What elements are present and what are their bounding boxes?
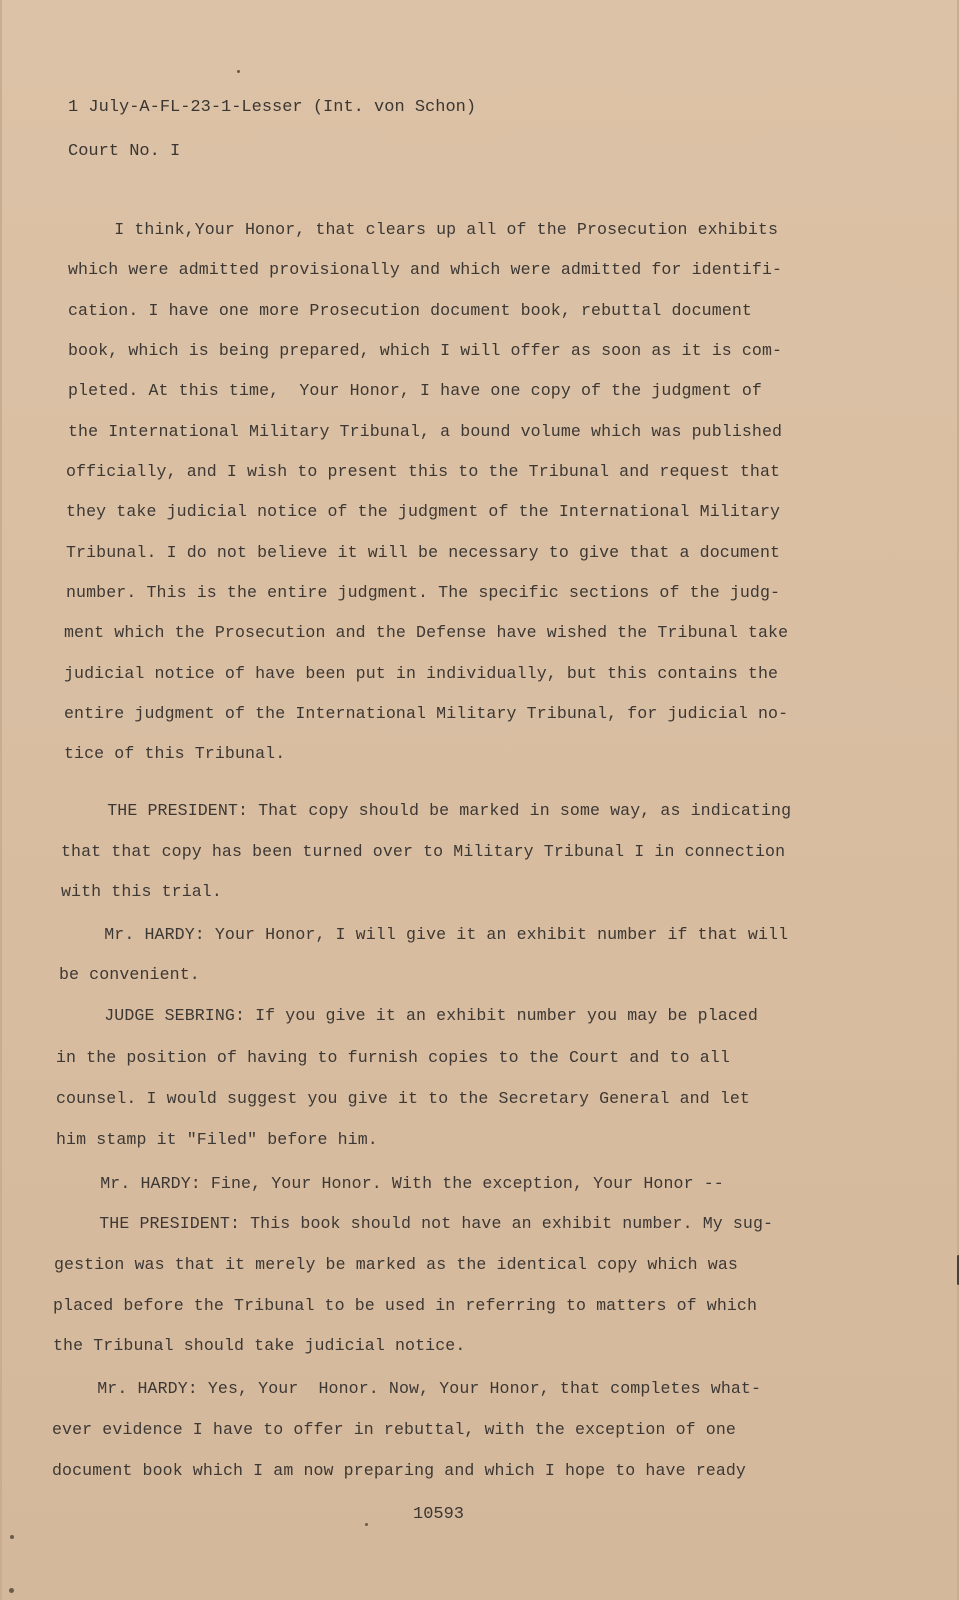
transcript-line: Tribunal. I do not believe it will be necessary to give that a document: [66, 543, 781, 562]
transcript-line: I think,Your Honor, that clears up all of the Prosecution exhibits: [74, 220, 779, 239]
transcript-line: which were admitted provisionally and which were admitted for identifi-: [68, 260, 783, 279]
transcript-line: in the position of having to furnish copies to the Court and to all: [56, 1048, 730, 1067]
transcript-line: tice of this Tribunal.: [64, 744, 286, 763]
transcript-line: placed before the Tribunal to be used in referring to matters of which: [53, 1296, 758, 1315]
transcript-line: JUDGE SEBRING: If you give it an exhibit number you may be placed: [64, 1006, 758, 1025]
transcript-line: gestion was that it merely be marked as the identical copy which was: [54, 1255, 738, 1274]
transcript-line: officially, and I wish to present this to the Tribunal and request that: [66, 462, 781, 481]
transcript-line: they take judicial notice of the judgment of the International Military: [66, 502, 781, 521]
transcript-line: pleted. At this time, Your Honor, I have one copy of the judgment of: [68, 381, 762, 400]
transcript-line: cation. I have one more Prosecution document book, rebuttal document: [68, 301, 752, 320]
transcript-line: ment which the Prosecution and the Defense have wished the Tribunal take: [64, 623, 789, 642]
paper-speck: [237, 70, 240, 73]
transcript-line: be convenient.: [59, 965, 200, 984]
session-header: 1 July-A-FL-23-1-Lesser (Int. von Schon): [68, 98, 477, 117]
transcript-line: Mr. HARDY: Your Honor, I will give it an exhibit number if that will: [64, 925, 789, 944]
paper-speck: [9, 1588, 14, 1593]
transcript-line: document book which I am now preparing and which I hope to have ready: [52, 1461, 746, 1480]
transcript-line: that that copy has been turned over to Military Tribunal I in connection: [61, 842, 786, 861]
transcript-line: counsel. I would suggest you give it to the Secretary General and let: [56, 1089, 750, 1108]
transcript-line: Mr. HARDY: Fine, Your Honor. With the exception, Your Honor --: [60, 1174, 724, 1193]
court-header: Court No. I: [68, 142, 181, 161]
transcript-line: THE PRESIDENT: This book should not have an exhibit number. My sug-: [59, 1214, 774, 1233]
transcript-line: with this trial.: [61, 882, 222, 901]
transcript-line: him stamp it "Filed" before him.: [56, 1130, 378, 1149]
transcript-line: number. This is the entire judgment. The specific sections of the judg-: [66, 583, 781, 602]
transcript-line: ever evidence I have to offer in rebuttal, with the exception of one: [52, 1420, 736, 1439]
transcript-line: entire judgment of the International Military Tribunal, for judicial no-: [64, 704, 789, 723]
transcript-line: Mr. HARDY: Yes, Your Honor. Now, Your Honor, that completes what-: [57, 1379, 762, 1398]
page-number: 10593: [413, 1505, 465, 1524]
transcript-line: book, which is being prepared, which I will offer as soon as it is com-: [68, 341, 783, 360]
paper-speck: [365, 1523, 368, 1526]
transcript-line: judicial notice of have been put in individually, but this contains the: [64, 664, 779, 683]
paper-speck: [10, 1535, 14, 1539]
transcript-line: THE PRESIDENT: That copy should be marked in some way, as indicating: [67, 801, 792, 820]
transcript-line: the International Military Tribunal, a bound volume which was published: [68, 422, 783, 441]
transcript-line: the Tribunal should take judicial notice.: [53, 1336, 466, 1355]
